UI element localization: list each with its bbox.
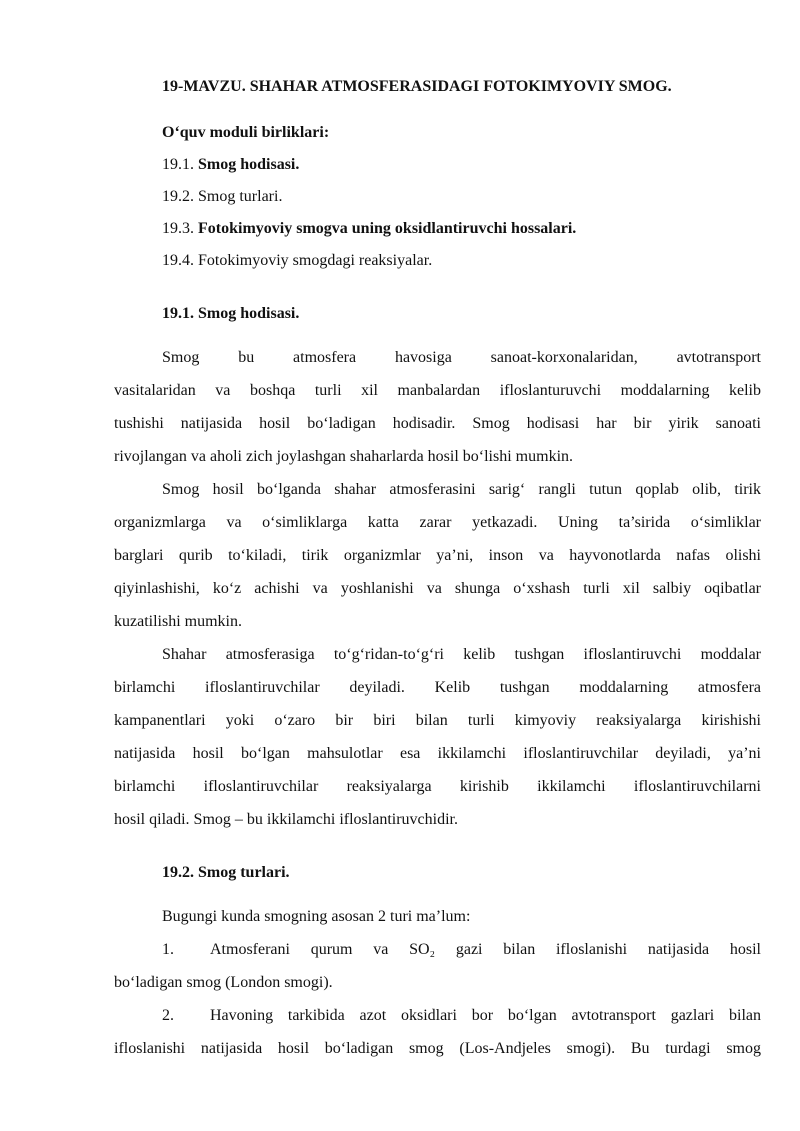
module-item-number: 19.4.: [162, 252, 198, 269]
paragraph-line: qiyinlashishi, ko‘z achishi va yoshlanishi va shunga o‘xshash turli xil salbiy oqibatlar: [114, 580, 761, 597]
list-item-text: Atmosferani qurum va SO₂ gazi bilan ifloslanishi natijasida hosil: [210, 941, 761, 958]
module-item-text: Fotokimyoviy smogdagi reaksiyalar.: [198, 252, 433, 269]
list-item-continuation: ifloslanishi natijasida hosil bo‘ladigan smog (Los-Andjeles smogi). Bu turdagi smog: [114, 1040, 761, 1057]
paragraph-line: kampanentlari yoki o‘zaro bir biri bilan turli kimyoviy reaksiyalarga kirishishi: [114, 712, 761, 729]
section-heading: 19.1. Smog hodisasi.: [162, 305, 300, 322]
module-item-number: 19.3.: [162, 220, 198, 237]
paragraph-line: natijasida hosil bo‘lgan mahsulotlar esa ikkilamchi ifloslantiruvchilar deyiladi, ya’ni: [114, 745, 761, 762]
paragraph-line: hosil qiladi. Smog – bu ikkilamchi ifloslantiruvchidir.: [114, 811, 458, 828]
list-item-number: 2.: [162, 1007, 174, 1024]
paragraph-line: Smog bu atmosfera havosiga sanoat-korxonalaridan, avtotransport: [162, 349, 761, 366]
list-item-continuation: bo‘ladigan smog (London smogi).: [114, 974, 333, 991]
module-item: [162, 155, 299, 175]
paragraph-line: Smog hosil bo‘lganda shahar atmosferasini sarig‘ rangli tutun qoplab olib, tirik: [162, 481, 761, 498]
paragraph-line: rivojlangan va aholi zich joylashgan shaharlarda hosil bo‘lishi mumkin.: [114, 448, 574, 465]
paragraph-line: Bugungi kunda smogning asosan 2 turi ma’lum:: [162, 908, 471, 925]
paragraph-line: kuzatilishi mumkin.: [114, 613, 242, 630]
module-item-text: Fotokimyoviy smogva uning oksidlantiruvchi hossalari.: [198, 220, 577, 237]
module-item-text: Smog hodisasi.: [198, 156, 300, 173]
paragraph-line: birlamchi ifloslantiruvchilar reaksiyalarga kirishib ikkilamchi ifloslantiruvchilarni: [114, 778, 761, 795]
paragraph-line: organizmlarga va o‘simliklarga katta zarar yetkazadi. Uning ta’sirida o‘simliklar: [114, 514, 761, 531]
module-item-number: 19.2.: [162, 188, 198, 205]
module-item: [162, 251, 432, 271]
section-heading: 19.2. Smog turlari.: [162, 864, 290, 881]
paragraph-line: vasitalaridan va boshqa turli xil manbalardan ifloslanturuvchi moddalarning kelib: [114, 382, 761, 399]
list-item-number: 1.: [162, 941, 174, 958]
paragraph-line: Shahar atmosferasiga to‘g‘ridan-to‘g‘ri kelib tushgan ifloslantiruvchi moddalar: [162, 646, 761, 663]
paragraph-line: tushishi natijasida hosil bo‘ladigan hodisadir. Smog hodisasi har bir yirik sanoati: [114, 415, 761, 432]
paragraph-line: barglari qurib to‘kiladi, tirik organizmlar ya’ni, inson va hayvonotlarda nafas olishi: [114, 547, 761, 564]
paragraph-line: birlamchi ifloslantiruvchilar deyiladi. Kelib tushgan moddalarning atmosfera: [114, 679, 761, 696]
page-title: 19-MAVZU. SHAHAR ATMOSFERASIDAGI FOTOKIMYOVIY SMOG.: [162, 78, 672, 95]
module-item-text: Smog turlari.: [198, 188, 283, 205]
module-item: [162, 187, 282, 207]
list-item-text: Havoning tarkibida azot oksidlari bor bo‘lgan avtotransport gazlari bilan: [210, 1007, 761, 1024]
module-item-number: 19.1.: [162, 156, 198, 173]
module-item: [162, 219, 576, 239]
list-item: [162, 940, 761, 960]
list-item: [162, 1006, 761, 1026]
modules-heading: O‘quv moduli birliklari:: [162, 124, 330, 141]
